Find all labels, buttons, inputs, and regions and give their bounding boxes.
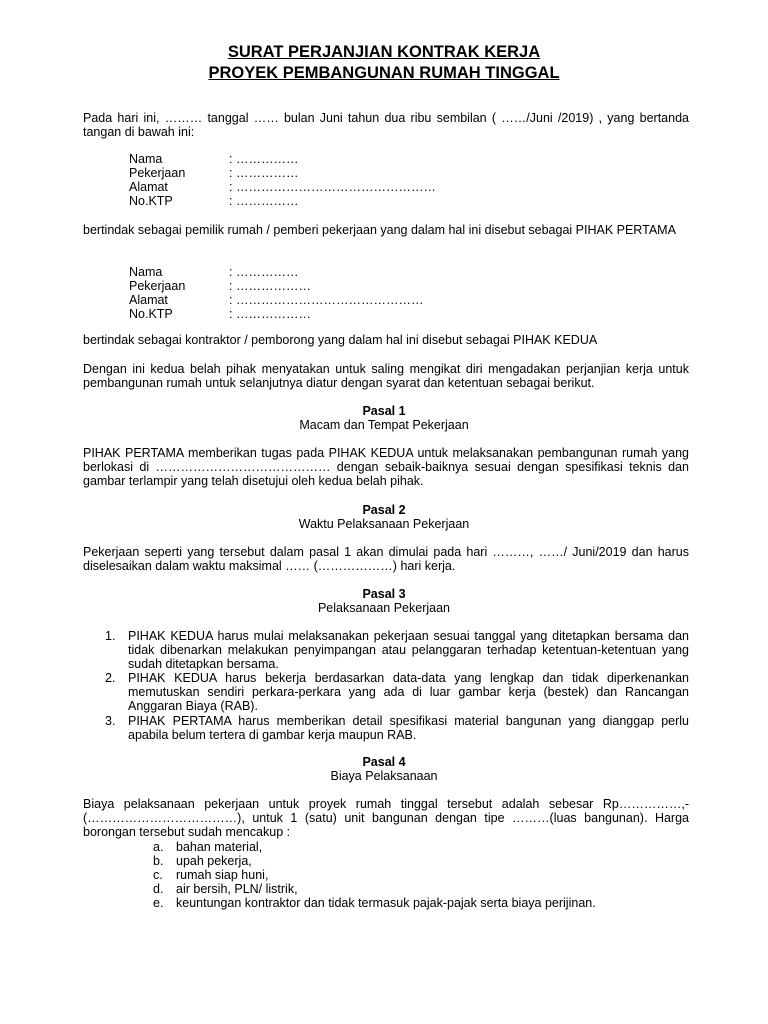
intro-paragraph: Dengan ini kedua belah pihak menyatakan untuk saling mengikat diri mengadakan perjanjian kerja untuk pembangunan rumah untuk selanjutnya diatur dengan syarat dan ketentuan sebagai berikut.: [83, 362, 689, 390]
party1-address-value: : …………………………………………: [229, 180, 436, 194]
pasal2-heading: [0, 503, 768, 531]
party1-ktp-label: No.KTP: [129, 194, 173, 208]
list-item-letter: e.: [153, 896, 164, 910]
list-item: [153, 854, 252, 868]
pasal4-text: Biaya pelaksanaan pekerjaan untuk proyek rumah tinggal tersebut adalah sebesar Rp……………,- (………………………………), untuk 1 (satu) unit bangunan dengan tipe ………(luas bangunan). Harga borongan tersebut sudah mencakup :: [83, 797, 689, 839]
pasal3-heading: [0, 587, 768, 615]
list-item: [153, 882, 298, 896]
pasal4-heading: [0, 755, 768, 783]
party2-name-label: Nama: [129, 265, 163, 279]
party1-address-label: Alamat: [129, 180, 168, 194]
pasal2-number: Pasal 2: [362, 503, 406, 517]
party2-address-value: : ………………………………………: [229, 293, 424, 307]
party2-ktp-value: : ………………: [229, 307, 311, 321]
party2-name-value: : ……………: [229, 265, 299, 279]
party1-name-label: Nama: [129, 152, 163, 166]
pasal4-title: Biaya Pelaksanaan: [330, 769, 438, 783]
list-item-number: 1.: [105, 629, 116, 643]
party2-address-label: Alamat: [129, 293, 168, 307]
list-item-letter: a.: [153, 840, 164, 854]
list-item-letter: d.: [153, 882, 164, 896]
pasal1-title: Macam dan Tempat Pekerjaan: [299, 418, 469, 432]
list-item: [105, 629, 689, 671]
pasal2-title: Waktu Pelaksanaan Pekerjaan: [298, 517, 470, 531]
party2-ktp-label: No.KTP: [129, 307, 173, 321]
list-item-text: bahan material,: [176, 840, 263, 854]
party1-role: bertindak sebagai pemilik rumah / pemberi pekerjaan yang dalam hal ini disebut sebagai PIHAK PERTAMA: [83, 223, 676, 237]
pasal4-number: Pasal 4: [362, 755, 406, 769]
list-item-text: PIHAK PERTAMA harus memberikan detail spesifikasi material bangunan yang dianggap perlu apabila belum tertera di gambar kerja maupun RAB.: [128, 714, 689, 742]
list-item-text: PIHAK KEDUA harus mulai melaksanakan pekerjaan sesuai tanggal yang ditetapkan bersama dan tidak dibenarkan melakukan penyimpangan atau pelanggaran terhadap ketentuan-ketentuan yang sudah ditetapkan bersama.: [128, 629, 689, 671]
list-item-text: PIHAK KEDUA harus bekerja berdasarkan data-data yang lengkap dan tidak diperkenankan memutuskan sendiri perkara-perkara yang ada di luar gambar kerja (bestek) dan Rancangan Anggaran Biaya (RAB).: [128, 671, 689, 713]
list-item-letter: b.: [153, 854, 164, 868]
party1-job-value: : ……………: [229, 166, 299, 180]
list-item-number: 2.: [105, 671, 116, 685]
party1-name-value: : ……………: [229, 152, 299, 166]
list-item: [105, 671, 689, 713]
party2-job-value: : ………………: [229, 279, 311, 293]
list-item: [153, 896, 596, 910]
pasal1-heading: [0, 404, 768, 432]
list-item-text: keuntungan kontraktor dan tidak termasuk pajak-pajak serta biaya perijinan.: [176, 896, 596, 910]
pasal3-title: Pelaksanaan Pekerjaan: [317, 601, 451, 615]
party1-ktp-value: : ……………: [229, 194, 299, 208]
list-item: [105, 714, 689, 742]
party2-role: bertindak sebagai kontraktor / pemborong yang dalam hal ini disebut sebagai PIHAK KEDUA: [83, 333, 598, 347]
list-item-text: rumah siap huni,: [176, 868, 269, 882]
pasal1-text: PIHAK PERTAMA memberikan tugas pada PIHAK KEDUA untuk melaksanakan pembangunan rumah yang berlokasi di …………………………………… dengan sebaik-baiknya sesuai dengan spesifikasi teknis dan gambar terlampir yang telah disetujui oleh kedua belah pihak.: [83, 446, 689, 488]
party2-job-label: Pekerjaan: [129, 279, 186, 293]
pasal3-number: Pasal 3: [362, 587, 406, 601]
list-item: [153, 840, 262, 854]
list-item-letter: c.: [153, 868, 163, 882]
pasal1-number: Pasal 1: [362, 404, 406, 418]
document-title-line2: PROYEK PEMBANGUNAN RUMAH TINGGAL: [208, 64, 560, 82]
pasal2-text: Pekerjaan seperti yang tersebut dalam pasal 1 akan dimulai pada hari ………, ……/ Juni/2019 dan harus diselesaikan dalam waktu maksimal …… (………………) hari kerja.: [83, 545, 689, 573]
opening-paragraph: Pada hari ini, ……… tanggal …… bulan Juni tahun dua ribu sembilan ( ……/Juni /2019) , yang bertanda tangan di bawah ini:: [83, 111, 689, 139]
list-item-text: upah pekerja,: [176, 854, 252, 868]
document-title-line1: SURAT PERJANJIAN KONTRAK KERJA: [227, 43, 541, 61]
list-item-number: 3.: [105, 714, 116, 728]
list-item: [153, 868, 268, 882]
list-item-text: air bersih, PLN/ listrik,: [176, 882, 298, 896]
party1-job-label: Pekerjaan: [129, 166, 186, 180]
